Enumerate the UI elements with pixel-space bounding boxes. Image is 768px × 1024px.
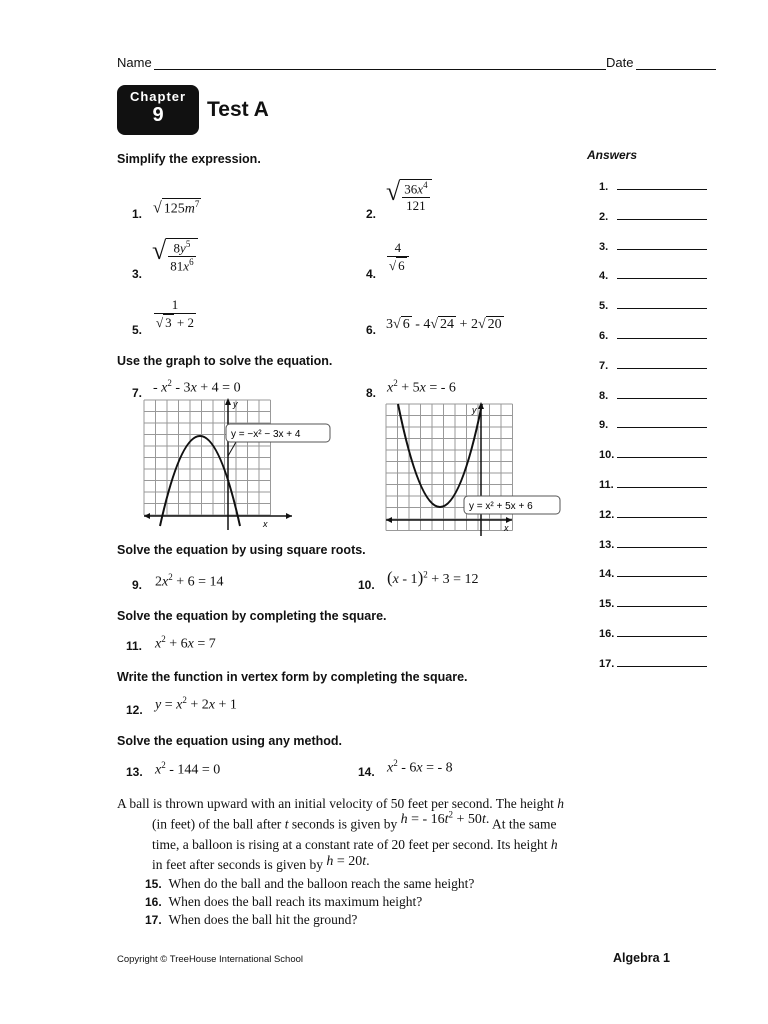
answer-blank[interactable] — [617, 209, 707, 220]
chapter-label: Chapter — [129, 89, 187, 104]
answer-row — [599, 328, 707, 342]
question-text: When do the ball and the balloon reach the same height? — [168, 876, 475, 891]
word-problem-line-4 — [152, 854, 370, 874]
problem-number-10: 10. — [358, 578, 375, 592]
problem-7-expression: - $x^2 - 3x + 4 = 0$ — [153, 378, 241, 396]
problem-10-expression: (x - 1)$^2$ + 3 = 12 — [387, 568, 479, 587]
answer-blank[interactable] — [617, 566, 707, 577]
x-axis-label: x — [504, 523, 509, 533]
answer-row — [599, 417, 707, 431]
problem-1-expression: √ $125m^7$ — [153, 199, 200, 217]
word-problem-line-2 — [152, 809, 557, 834]
section-any-method: Solve the equation using any method. — [117, 734, 343, 748]
answer-row — [599, 239, 707, 253]
answer-blank[interactable] — [617, 447, 707, 458]
problem-number-6: 6. — [366, 323, 377, 337]
answer-row — [599, 626, 707, 640]
answer-row — [599, 656, 707, 670]
question-text: When does the ball reach its maximum height? — [168, 894, 423, 909]
word-problem-line-3 — [152, 837, 558, 853]
answer-blank[interactable] — [617, 298, 707, 309]
answer-number: 16. — [599, 628, 615, 640]
question-17 — [145, 912, 357, 928]
answer-row — [599, 537, 707, 551]
problem-3-expression: √ $\frac{8y^5}{81x^6}$ — [152, 236, 198, 275]
answer-number: 17. — [599, 657, 615, 670]
problem-number-3: 3. — [132, 267, 143, 281]
x-axis-arrow-left — [386, 517, 392, 523]
copyright-notice: Copyright © TreeHouse International School — [117, 954, 304, 965]
answer-blank[interactable] — [617, 507, 707, 518]
word-problem-text: A ball is thrown upward with an initial velocity of 50 feet per second. The height — [117, 796, 558, 811]
name-label: Name — [117, 55, 152, 70]
answer-row — [599, 179, 707, 193]
y-axis-label: y — [233, 399, 238, 409]
answer-blank[interactable] — [617, 656, 707, 667]
answer-blank[interactable] — [617, 358, 707, 369]
answer-number: 14. — [599, 568, 615, 581]
answer-number: 8. — [599, 389, 609, 402]
problem-number-4: 4. — [366, 267, 377, 281]
answer-row — [599, 477, 707, 491]
answer-number: 7. — [599, 359, 609, 372]
problem-2-expression: √ $\frac{36x^4}{121}$ — [386, 177, 432, 214]
answer-number: 6. — [599, 330, 609, 342]
variable-t: t — [284, 816, 289, 832]
name-field[interactable] — [154, 55, 606, 70]
answer-row — [599, 507, 707, 521]
problem-6-expression: 3√ 6 - 4√ 24 + 2√ 20 — [386, 317, 502, 332]
x-axis-arrow-right — [286, 513, 292, 519]
answer-blank[interactable] — [617, 596, 707, 607]
answer-number: 3. — [599, 240, 609, 253]
answer-number: 13. — [599, 538, 615, 551]
problem-12-expression: $y = x^2 + 2x + 1$ — [155, 695, 237, 713]
answer-row — [599, 358, 707, 372]
section-completing-square: Solve the equation by completing the square. — [117, 609, 387, 623]
word-problem-text: At the same — [489, 816, 557, 832]
answer-number: 11. — [599, 479, 614, 491]
problem-number-12: 12. — [126, 703, 143, 717]
answer-row — [599, 566, 707, 580]
answer-blank[interactable] — [617, 268, 707, 279]
ball-height-equation: h = - $16t^2 + 50t$. — [400, 809, 490, 827]
graph-problem-8 — [384, 400, 564, 538]
variable-h: h — [550, 837, 558, 852]
test-title: Test A — [207, 98, 269, 121]
graph-problem-7 — [142, 396, 332, 532]
answer-blank[interactable] — [617, 477, 707, 488]
question-number: 17. — [145, 913, 162, 927]
answer-blank[interactable] — [617, 179, 707, 190]
answer-row — [599, 596, 707, 610]
answer-blank[interactable] — [617, 626, 707, 637]
problem-14-expression: $x^2 - 6x$ = - 8 — [387, 758, 453, 776]
date-label: Date — [606, 55, 634, 70]
problem-5-expression: $\frac{1}{√ 3 + 2}$ — [156, 297, 194, 330]
answer-number: 9. — [599, 419, 609, 432]
answer-number: 1. — [599, 181, 609, 193]
parabola-8 — [398, 404, 482, 507]
problem-number-1: 1. — [132, 207, 143, 221]
problem-number-9: 9. — [132, 578, 143, 592]
x-axis-label: x — [263, 519, 268, 529]
question-16 — [145, 894, 422, 910]
answer-row — [599, 447, 707, 461]
problem-number-7: 7. — [132, 386, 143, 400]
word-problem-line-1 — [117, 796, 564, 812]
answer-blank[interactable] — [617, 328, 707, 339]
problem-13-expression: $x^2 - 144 = 0$ — [155, 760, 221, 778]
word-problem-text: in feet after seconds is given by — [152, 857, 327, 872]
section-vertex-form: Write the function in vertex form by completing the square. — [117, 670, 468, 684]
answer-number: 5. — [599, 300, 609, 313]
problem-number-8: 8. — [366, 386, 377, 400]
date-field[interactable] — [636, 55, 716, 70]
answer-blank[interactable] — [617, 388, 707, 399]
problem-8-expression: $x^2 + 5x$ = - 6 — [387, 378, 456, 396]
answer-number: 12. — [599, 508, 615, 521]
variable-h: h — [557, 796, 565, 811]
word-problem-text: (in feet) of the ball after — [152, 816, 285, 832]
function-label-8: y = x² + 5x + 6 — [469, 501, 533, 512]
answer-number: 15. — [599, 598, 615, 611]
question-number: 16. — [145, 895, 162, 909]
answer-row — [599, 209, 707, 223]
chapter-badge — [117, 85, 199, 135]
word-problem-text: time, a balloon is rising at a constant rate of 20 feet per second. Its height — [152, 837, 551, 852]
question-15 — [145, 876, 474, 892]
x-axis-arrow-left — [144, 513, 150, 519]
problem-9-expression: $2x^2 + 6 = 14$ — [155, 572, 224, 590]
problem-number-14: 14. — [358, 765, 375, 779]
problem-4-expression: $\frac{4}{√ 6}$ — [387, 240, 409, 274]
answer-number: 4. — [599, 270, 609, 283]
answer-number: 10. — [599, 449, 615, 462]
label-pointer — [228, 442, 236, 456]
balloon-height-equation: h = 20t. — [326, 854, 370, 869]
function-label-7: y = −x² − 3x + 4 — [231, 429, 301, 440]
problem-11-expression: $x^2 + 6x = 7$ — [155, 634, 216, 652]
question-text: When does the ball hit the ground? — [168, 912, 358, 927]
section-simplify: Simplify the expression. — [117, 152, 261, 166]
course-name: Algebra 1 — [613, 951, 670, 965]
y-axis-arrow — [225, 398, 231, 405]
word-problem-text: seconds is given by — [288, 816, 401, 832]
answer-blank[interactable] — [617, 537, 707, 548]
question-number: 15. — [145, 877, 162, 891]
answer-row — [599, 298, 707, 312]
answer-row — [599, 388, 707, 402]
problem-number-13: 13. — [126, 765, 143, 779]
chapter-number: 9 — [152, 104, 164, 126]
answer-row — [599, 268, 707, 282]
answer-blank[interactable] — [617, 417, 707, 428]
y-axis-label: y — [472, 405, 477, 415]
answer-blank[interactable] — [617, 239, 707, 250]
problem-number-5: 5. — [132, 323, 143, 337]
section-graph: Use the graph to solve the equation. — [117, 354, 333, 368]
problem-number-11: 11. — [126, 639, 143, 653]
section-square-roots: Solve the equation by using square roots. — [117, 543, 366, 557]
answer-number: 2. — [599, 210, 609, 223]
problem-number-2: 2. — [366, 207, 377, 221]
answers-heading: Answers — [587, 148, 638, 162]
